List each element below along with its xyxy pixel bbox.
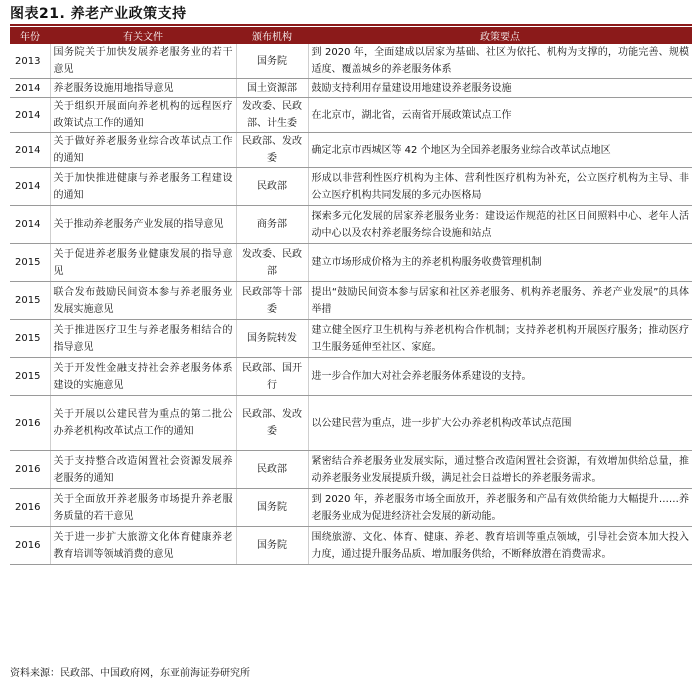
table-row xyxy=(10,396,692,451)
agency-cell: 国务院转发 xyxy=(236,320,308,358)
policy-points-cell: 确定北京市西城区等 42 个地区为全国养老服务业综合改革试点地区 xyxy=(308,133,692,168)
table-header-row xyxy=(10,27,692,44)
document-cell: 养老服务设施用地指导意见 xyxy=(50,79,236,98)
agency-cell: 国务院 xyxy=(236,489,308,527)
table-row xyxy=(10,98,692,133)
table-row xyxy=(10,527,692,565)
policy-points-cell: 建立市场形成价格为主的养老机构服务收费管理机制 xyxy=(308,244,692,282)
table-row xyxy=(10,44,692,79)
year-cell: 2015 xyxy=(10,244,50,282)
document-cell: 关于做好养老服务业综合改革试点工作的通知 xyxy=(50,133,236,168)
title-bar xyxy=(10,4,692,26)
year-cell: 2015 xyxy=(10,282,50,320)
policy-points-cell: 鼓励支持利用存量建设用地建设养老服务设施 xyxy=(308,79,692,98)
year-cell: 2014 xyxy=(10,206,50,244)
document-cell: 关于全面放开养老服务市场提升养老服务质量的若干意见 xyxy=(50,489,236,527)
agency-cell: 国务院 xyxy=(236,527,308,565)
table-row xyxy=(10,168,692,206)
table-row xyxy=(10,358,692,396)
policy-points-cell: 围绕旅游、文化、体育、健康、养老、教育培训等重点领域，引导社会资本加大投入力度，通过提升服务品质、增加服务供给，不断释放潜在消费需求。 xyxy=(308,527,692,565)
table-body xyxy=(10,44,692,565)
year-cell: 2016 xyxy=(10,527,50,565)
document-cell: 关于推动养老服务产业发展的指导意见 xyxy=(50,206,236,244)
agency-cell: 民政部、国开行 xyxy=(236,358,308,396)
policy-points-cell: 探索多元化发展的居家养老服务业务：建设运作规范的社区日间照料中心、老年人活动中心以及农村养老服务综合设施和站点 xyxy=(308,206,692,244)
table-row xyxy=(10,206,692,244)
table-row xyxy=(10,244,692,282)
document-cell: 国务院关于加快发展养老服务业的若干意见 xyxy=(50,44,236,79)
policy-points-cell: 以公建民营为重点，进一步扩大公办养老机构改革试点范围 xyxy=(308,396,692,451)
header-year: 年份 xyxy=(10,27,50,44)
policy-points-cell: 到 2020 年，全面建成以居家为基础、社区为依托、机构为支撑的，功能完善、规模适度、覆盖城乡的养老服务体系 xyxy=(308,44,692,79)
document-cell: 关于支持整合改造闲置社会资源发展养老服务的通知 xyxy=(50,451,236,489)
document-cell: 关于开发性金融支持社会养老服务体系建设的实施意见 xyxy=(50,358,236,396)
agency-cell: 商务部 xyxy=(236,206,308,244)
year-cell: 2015 xyxy=(10,320,50,358)
figure-title: 图表21. 养老产业政策支持 xyxy=(10,6,187,22)
table-row xyxy=(10,451,692,489)
policy-points-cell: 紧密结合养老服务业发展实际，通过整合改造闲置社会资源，有效增加供给总量，推动养老服务业发展提质升级，满足社会日益增长的养老服务需求。 xyxy=(308,451,692,489)
agency-cell: 民政部等十部委 xyxy=(236,282,308,320)
agency-cell: 民政部 xyxy=(236,168,308,206)
year-cell: 2014 xyxy=(10,133,50,168)
agency-cell: 民政部、发改委 xyxy=(236,133,308,168)
year-cell: 2016 xyxy=(10,396,50,451)
document-cell: 联合发布鼓励民间资本参与养老服务业发展实施意见 xyxy=(50,282,236,320)
policy-points-cell: 到 2020 年，养老服务市场全面放开，养老服务和产品有效供给能力大幅提升……养老服务业成为促进经济社会发展的新动能。 xyxy=(308,489,692,527)
agency-cell: 国务院 xyxy=(236,44,308,79)
policy-points-cell: 在北京市，湖北省，云南省开展政策试点工作 xyxy=(308,98,692,133)
policy-points-cell: 提出“鼓励民间资本参与居家和社区养老服务、机构养老服务、养老产业发展”的具体举措 xyxy=(308,282,692,320)
agency-cell: 民政部、发改委 xyxy=(236,396,308,451)
header-policy-points: 政策要点 xyxy=(308,27,692,44)
year-cell: 2016 xyxy=(10,451,50,489)
policy-table xyxy=(10,27,692,565)
header-agency: 颁布机构 xyxy=(236,27,308,44)
policy-points-cell: 进一步合作加大对社会养老服务体系建设的支持。 xyxy=(308,358,692,396)
document-cell: 关于组织开展面向养老机构的远程医疗政策试点工作的通知 xyxy=(50,98,236,133)
year-cell: 2014 xyxy=(10,79,50,98)
document-cell: 关于开展以公建民营为重点的第二批公办养老机构改革试点工作的通知 xyxy=(50,396,236,451)
year-cell: 2013 xyxy=(10,44,50,79)
table-row xyxy=(10,489,692,527)
policy-points-cell: 建立健全医疗卫生机构与养老机构合作机制；支持养老机构开展医疗服务；推动医疗卫生服务延伸至社区、家庭。 xyxy=(308,320,692,358)
document-cell: 关于进一步扩大旅游文化体育健康养老教育培训等领域消费的意见 xyxy=(50,527,236,565)
agency-cell: 发改委、民政部 xyxy=(236,244,308,282)
year-cell: 2014 xyxy=(10,168,50,206)
year-cell: 2015 xyxy=(10,358,50,396)
table-row xyxy=(10,320,692,358)
document-cell: 关于加快推进健康与养老服务工程建设的通知 xyxy=(50,168,236,206)
agency-cell: 国土资源部 xyxy=(236,79,308,98)
table-row xyxy=(10,79,692,98)
table-row xyxy=(10,133,692,168)
source-note: 资料来源：民政部、中国政府网，东亚前海证券研究所 xyxy=(10,668,250,679)
agency-cell: 发改委、民政部、计生委 xyxy=(236,98,308,133)
year-cell: 2016 xyxy=(10,489,50,527)
year-cell: 2014 xyxy=(10,98,50,133)
header-document: 有关文件 xyxy=(50,27,236,44)
document-cell: 关于促进养老服务业健康发展的指导意见 xyxy=(50,244,236,282)
policy-points-cell: 形成以非营利性医疗机构为主体、营利性医疗机构为补充，公立医疗机构为主导、非公立医疗机构共同发展的多元办医格局 xyxy=(308,168,692,206)
agency-cell: 民政部 xyxy=(236,451,308,489)
table-row xyxy=(10,282,692,320)
document-cell: 关于推进医疗卫生与养老服务相结合的指导意见 xyxy=(50,320,236,358)
